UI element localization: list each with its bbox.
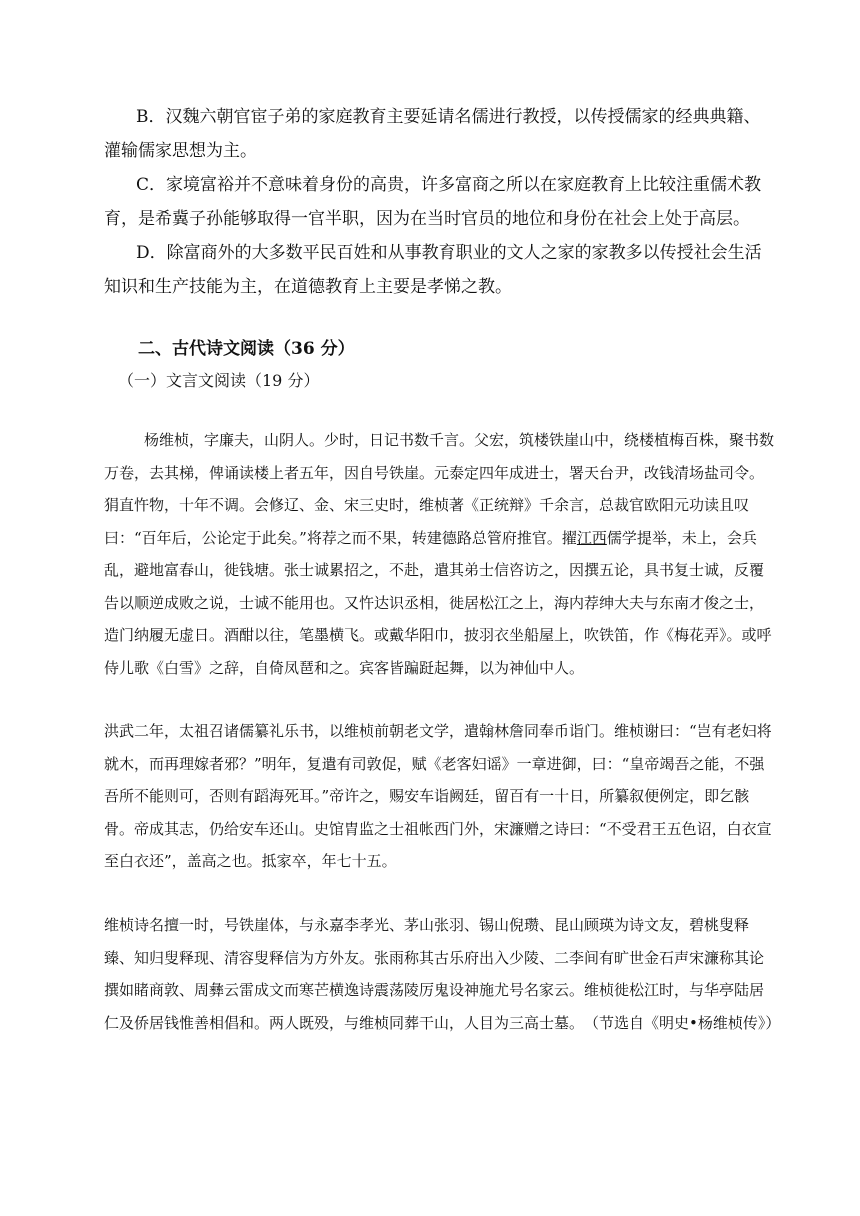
section-title: 二、古代诗文阅读（36 分） — [138, 339, 355, 359]
option-d: D．除富商外的大多数平民百姓和从事教育职业的文人之家的家教多以传授社会生活知识和生产技能为主，在道德教育上主要是孝悌之教。 — [104, 243, 762, 297]
passage-paragraph-2: 洪武二年，太祖召诸儒纂礼乐书，以维桢前朝老文学，遣翰林詹同奉币诣门。维桢谢曰：“岂有老妇将就木，而再理嫁者邪？”明年，复遣有司敦促，赋《老客妇谣》一章进御，曰：“皇帝竭吾之能，不强吾所不能则可，否则有蹈海死耳。”帝许之，赐安车诣阙廷，留百有一十日，所纂叙便例定，即乞骸骨。帝成其志，仍给安车还山。史馆胄监之士祖帐西门外，宋濂赠之诗曰：“不受君王五色诏，白衣宣至白衣还”，盖高之也。抵家卒，年七十五。 — [104, 722, 772, 870]
underlined-place-name: 江西 — [576, 528, 607, 547]
passage-paragraph-3: 维桢诗名擅一时，号铁崖体，与永嘉李孝光、茅山张羽、锡山倪瓒、昆山顾瑛为诗文友，碧桃叟释臻、知归叟释现、清容叟释信为方外友。张雨称其古乐府出入少陵、二李间有旷世金石声宋濂称其论撰如睹商敦、周彝云雷成文而寒芒横逸诗震荡陵厉鬼设神施尤号名家云。维桢徙松江时，与华亭陆居仁及侨居钱惟善相倡和。两人既殁，与维桢同葬干山，人目为三高士墓。 （节选自《明史•杨维桢传》） — [104, 916, 781, 1032]
option-c: C．家境富裕并不意味着身份的高贵，许多富商之所以在家庭教育上比较注重儒术教育，是希冀子孙能够取得一官半职，因为在当时官员的地位和身份在社会上处于高层。 — [104, 175, 762, 229]
passage-text: 儒学提举，未上，会兵乱，避地富春山，徙钱塘。张士诚累招之，不赴，遣其弟士信咨访之，因撰五论，具书复士诚，反覆告以顺逆成败之说，士诚不能用也。又忤达识丞相，徙居松江之上，海内荐绅大夫与东南才俊之士，造门纳履无虚日。酒酣以往，笔墨横飞。或戴华阳巾，披羽衣坐船屋上，吹铁笛，作《梅花弄》。或呼侍儿歌《白雪》之辞，自倚凤琶和之。宾客皆蹁跹起舞，以为神仙中人。 — [104, 528, 772, 677]
passage-paragraph-1 — [104, 424, 774, 684]
subsection-title: （一）文言文阅读（19 分） — [118, 371, 320, 390]
option-b: B．汉魏六朝官宦子弟的家庭教育主要延请名儒进行教授，以传授儒家的经典典籍、灌输儒家思想为主。 — [104, 107, 761, 161]
passage-text: 杨维桢，字廉夫，山阴人。少时，日记书数千言。父宏，筑楼铁崖山中，绕楼植梅百株，聚书数万卷，去其梯，俾诵读楼上者五年，因自号铁崖。元泰定四年成进士，署天台尹，改钱清场盐司令。狷直忤物，十年不调。会修辽、金、宋三史时，维桢著《正统辩》千余言，总裁官欧阳元功读且叹曰：“百年后，公论定于此矣。”将荐之而不果，转建德路总管府推官。擢 — [104, 431, 775, 547]
